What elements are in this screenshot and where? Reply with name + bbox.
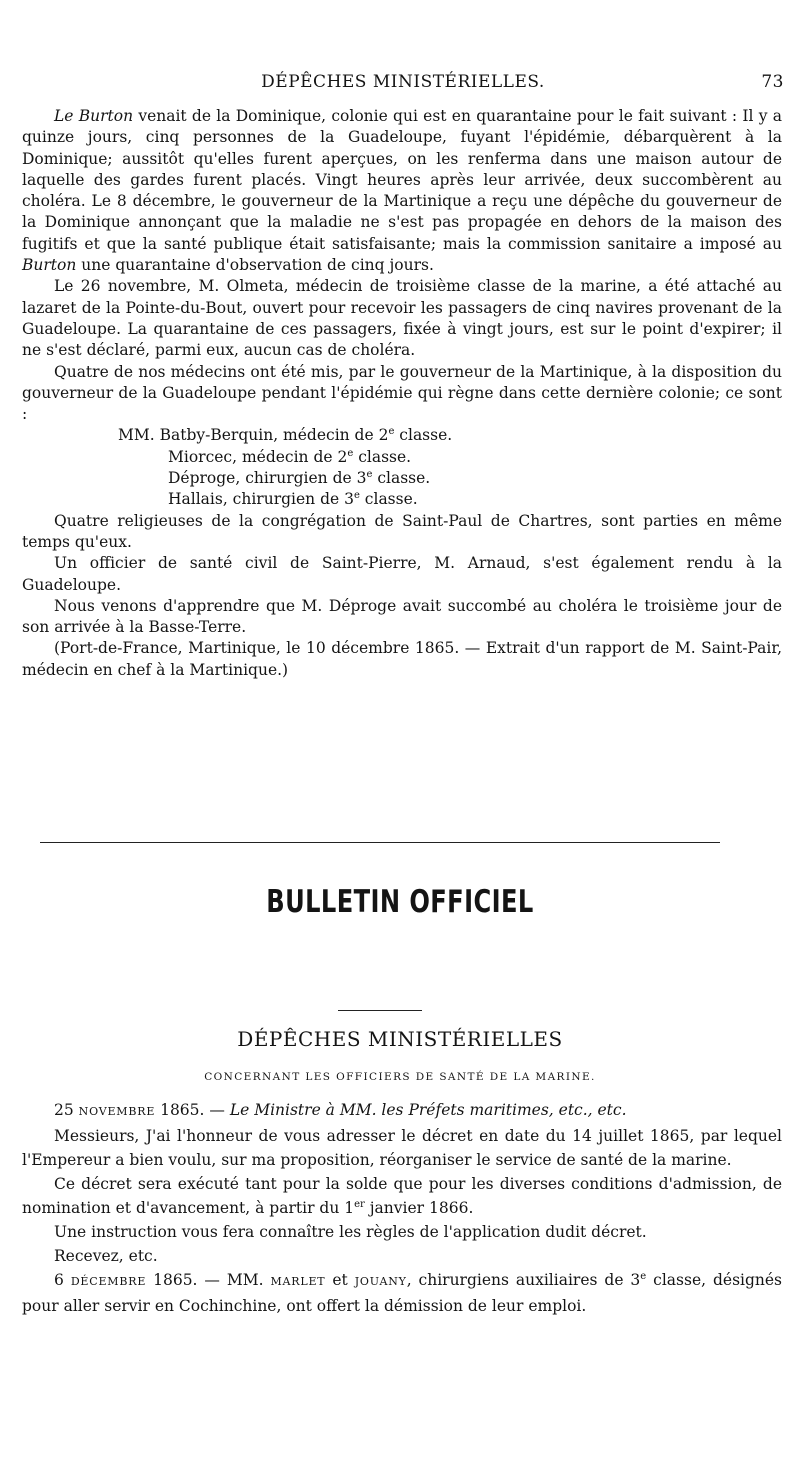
running-title: DÉPÊCHES MINISTÉRIELLES. <box>261 72 545 92</box>
superscript: e <box>640 1270 647 1282</box>
superscript: e <box>366 468 373 480</box>
doctor-list <box>118 425 782 510</box>
paragraph-text: Ce décret sera exécuté tant pour la solde que pour les diverses conditions d'admission, de nomination et d'avancement, à partir du 1 <box>22 1175 782 1217</box>
paragraph <box>22 106 782 276</box>
date-day: 6 <box>54 1271 64 1289</box>
list-item-text: classe. <box>359 490 418 509</box>
paragraph-text: venait de la Dominique, colonie qui est en quarantaine pour le fait suivant : Il y a quinze jours, cinq personnes de la Guadeloupe, fuyant l'épidémie, débarquèrent à la Dominique; aussitôt qu'elles furent aperçues, on les renferma dans une maison autour de laquelle des gardes furent placés. Vingt heures après leur arrivée, deux succombèrent au choléra. Le 8 décembre, le gouverneur de la Martinique a reçu une dépêche du gouverneur de la Dominique annonçant que la maladie ne s'est pas propagée en dehors de la maison des fugitifs et que la santé publique était satisfaisante; mais la commission sanitaire a imposé au <box>22 107 783 253</box>
superscript: e <box>353 490 360 502</box>
superscript: e <box>388 426 395 438</box>
paragraph-text: classe, désignés pour aller servir en Cochinchine, ont offert la démission de leur emploi. <box>22 1271 783 1315</box>
date-day: 25 <box>54 1101 74 1119</box>
person-name: JOUANY <box>354 1275 407 1288</box>
person-name: MARLET <box>270 1275 326 1288</box>
paragraph: Le 26 novembre, M. Olmeta, médecin de troisième classe de la marine, a été attaché au lazaret de la Pointe-du-Bout, ouvert pour recevoir les passagers de cinq navires provenant de la Guadeloupe. La quarantaine de ces passagers, fixée à vingt jours, est sur le point d'expirer; il ne s'est déclaré, parmi eux, aucun cas de choléra. <box>22 277 782 360</box>
paragraph: Messieurs, J'ai l'honneur de vous adresser le décret en date du 14 juillet 1865, par lequel l'Empereur a bien voulu, sur ma proposition, réorganiser le service de santé de la marine. <box>22 1127 782 1169</box>
paragraph-text: une quarantaine d'observation de cinq jours. <box>76 256 434 275</box>
list-item-text: MM. Batby-Berquin, médecin de 2 <box>118 426 389 445</box>
paragraph-text: janvier 1866. <box>364 1199 474 1217</box>
list-item <box>118 489 782 510</box>
dispatch-heading <box>22 1098 782 1124</box>
superscript: er <box>354 1198 365 1210</box>
list-item-text: classe. <box>394 426 453 445</box>
list-item-text: Hallais, chirurgien de 3 <box>168 490 354 509</box>
list-item-text: Miorcec, médecin de 2 <box>168 447 348 466</box>
section-divider <box>40 842 720 843</box>
list-item-text: Déproge, chirurgien de 3 <box>168 469 367 488</box>
paragraph-text: 1865. — MM. <box>146 1271 271 1289</box>
paragraph: Quatre religieuses de la congrégation de Saint-Paul de Chartres, sont parties en même temps qu'eux. <box>22 511 782 551</box>
paragraph <box>22 1172 782 1220</box>
page-number: 73 <box>761 72 784 92</box>
source-note: (Port-de-France, Martinique, le 10 décembre 1865. — Extrait d'un rapport de M. Saint-Pair, médecin en chef à la Martinique.) <box>22 639 782 679</box>
superscript: e <box>347 447 354 459</box>
list-item-text: classe. <box>372 469 431 488</box>
section-title: DÉPÊCHES MINISTÉRIELLES <box>237 1027 563 1051</box>
list-item <box>118 468 782 489</box>
dispatch-entry <box>22 1268 782 1318</box>
paragraph: Nous venons d'apprendre que M. Déproge avait succombé au choléra le troisième jour de son arrivée à la Basse-Terre. <box>22 596 782 637</box>
list-item <box>118 447 782 468</box>
section-subtitle: CONCERNANT LES OFFICIERS DE SANTÉ DE LA MARINE. <box>204 1071 596 1083</box>
paragraph-text: , chirurgiens auxiliaires de 3 <box>406 1271 641 1289</box>
paragraph: Une instruction vous fera connaître les règles de l'application dudit décret. <box>54 1223 647 1241</box>
running-head <box>22 72 784 96</box>
paragraph: Un officier de santé civil de Saint-Pierre, M. Arnaud, s'est également rendu à la Guadeloupe. <box>22 554 782 594</box>
dispatch-addressee: Le Ministre à MM. les Préfets maritimes, etc., etc. <box>229 1101 627 1119</box>
bulletin-body <box>22 1098 782 1318</box>
list-item <box>118 425 782 446</box>
bulletin-heading: BULLETIN OFFICIEL <box>266 884 534 920</box>
date-year: 1865. — <box>155 1101 230 1119</box>
date-month: NOVEMBRE <box>78 1105 156 1118</box>
list-item-text: classe. <box>353 447 412 466</box>
paragraph-text: et <box>325 1271 355 1289</box>
report-body <box>22 106 782 681</box>
ship-name: Burton <box>22 256 77 275</box>
ship-name: Le Burton <box>54 107 134 125</box>
closing: Recevez, etc. <box>54 1247 158 1265</box>
heading-rule <box>338 1010 422 1011</box>
date-month: DÉCEMBRE <box>70 1275 147 1288</box>
paragraph: Quatre de nos médecins ont été mis, par le gouverneur de la Martinique, à la disposition du gouverneur de la Guadeloupe pendant l'épidémie qui règne dans cette dernière colonie; ce sont : <box>22 362 782 424</box>
